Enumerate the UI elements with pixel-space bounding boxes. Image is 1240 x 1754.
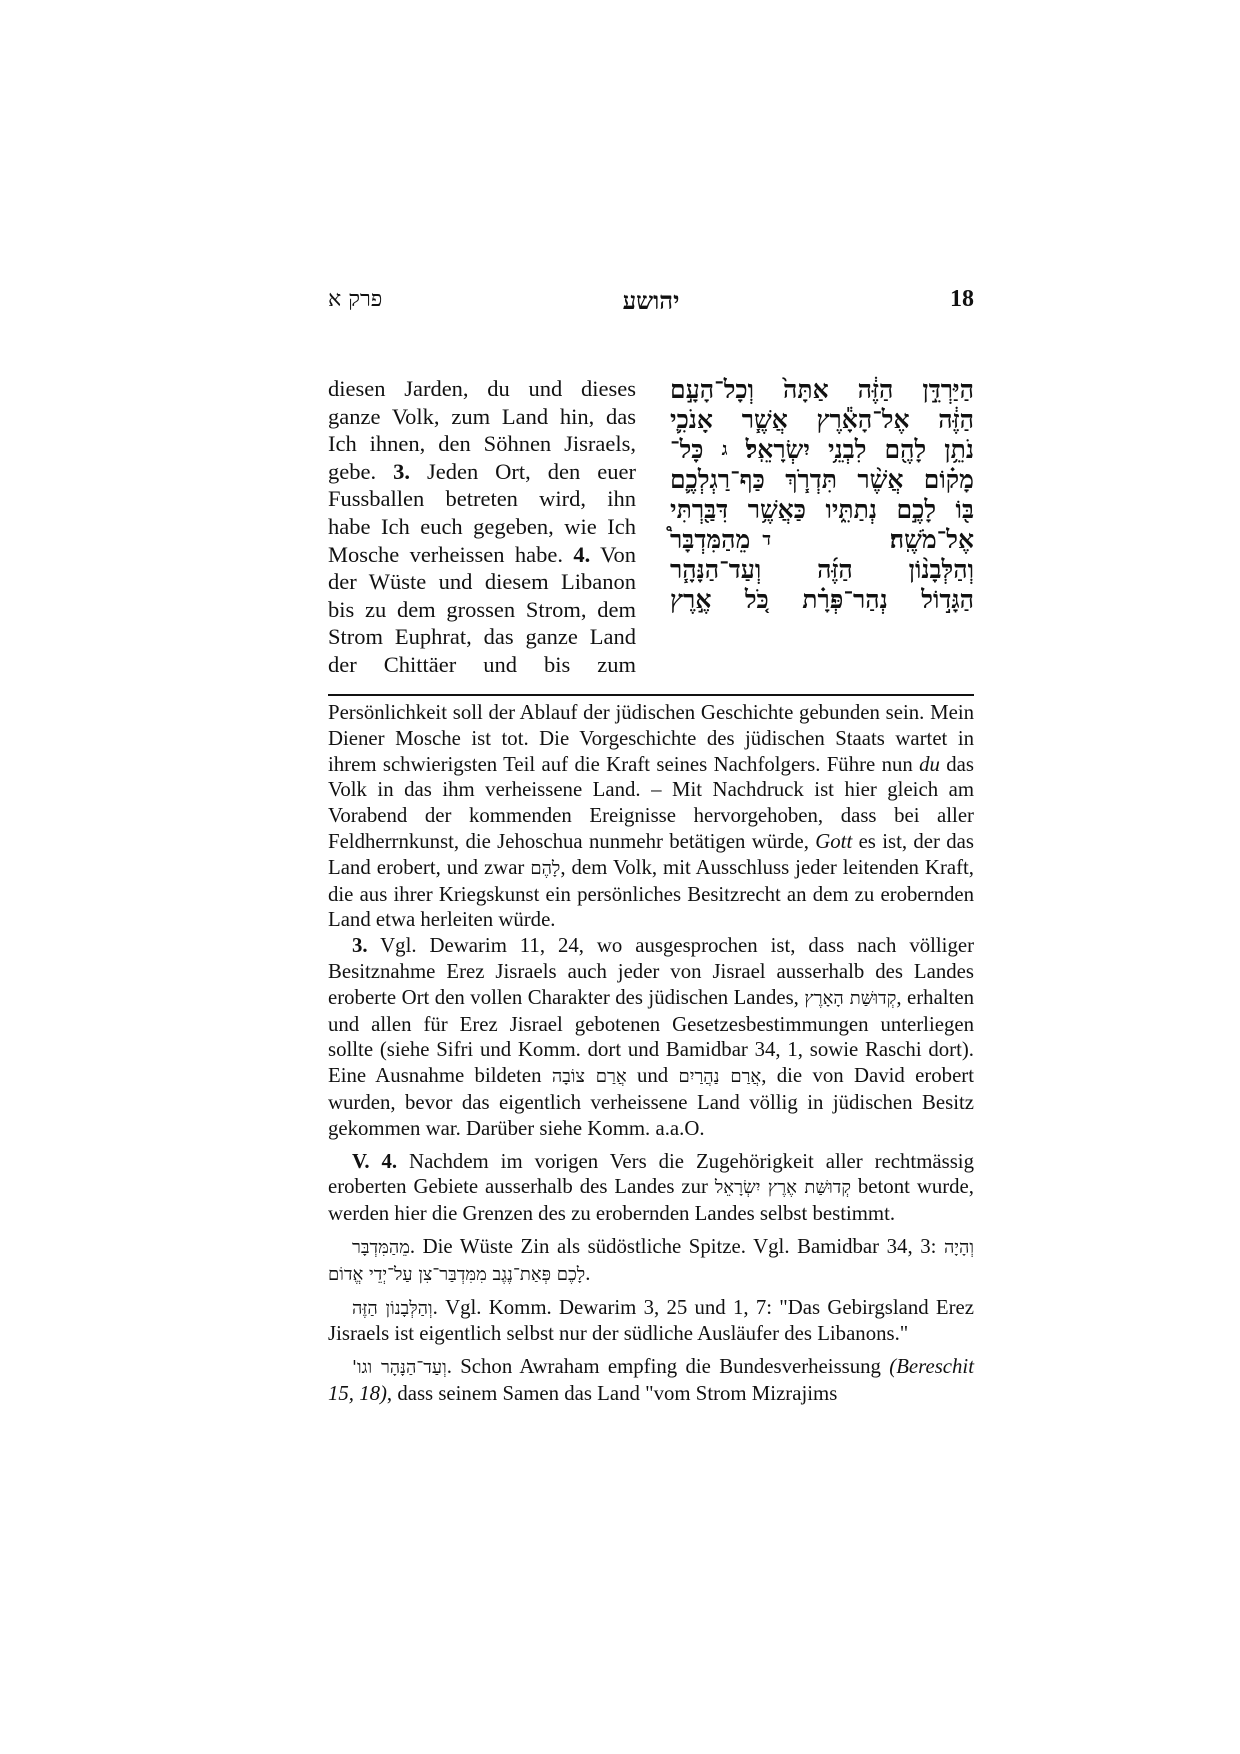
commentary-paragraph: 3. Vgl. Dewarim 11, 24, wo ausgesprochen ist, dass nach völliger Besitznahme Erez Jisraels auch jeder von Jisrael ausserhalb des Landes eroberte Ort den vollen Charakter des jüdischen Landes, קְדוּשַּׁת הָאָרֶץ, erhalten und allen für Erez Jisrael gebotenen Gesetzesbestimmungen unterliegen sollte (siehe Sifri und Komm. dort und Bamidbar 34, 1, sowie Raschi dort). Eine Ausnahme bildeten אֲרַם צוֹבָה und אֲרַם נַהֲרַיִם, die von David erobert wurden, bevor das eigentlich verheissene Land völlig in jüdischen Besitz gekommen war. Darüber siehe Komm. a.a.O. xyxy=(328,934,975,1140)
page-number: 18 xyxy=(950,286,974,312)
commentary-paragraph: V. 4. Nachdem im vorigen Vers die Zugehörigkeit aller rechtmässig eroberten Gebiete ausserhalb des Landes zur קְדוּשַּׁת אֶרֶץ יִשְׂרָאֵל betont wurde, werden hier die Grenzen des zu erobernden Landes selbst bestimmt. xyxy=(328,1149,974,1226)
hebrew-text xyxy=(670,375,974,615)
verse-number-3: 3. xyxy=(393,458,410,484)
commentary-paragraph: מֵהַמִּדְבָּר. Die Wüste Zin als südöstliche Spitze. Vgl. Bamidbar 34, 3: וְהָיָה לָכֶם פְּאַת־נֶגֶב מִמִּדְבַּר־צִן עַל־יְדֵי אֱדוֹם. xyxy=(328,1234,974,1285)
hebrew-line: נֹתֵ֥ן לָהֶ֖ם לִבְנֵ֥י יִשְׂרָאֵֽל׃ ג כָּל־ xyxy=(670,435,974,464)
hebrew-line: הַיַּרְדֵּ֣ן הַזֶּ֔ה אַתָּה֙ וְכָל־הָעָ֣ם xyxy=(670,375,974,404)
verse-block xyxy=(328,375,974,677)
hebrew-line: בּ֖וֹ לָכֶ֣ם נְתַתִּ֑יו כַּאֲשֶׁ֥ר דִּבַּ֖רְתִּי xyxy=(670,495,974,524)
commentary-paragraph: וְעַד־הַנָּהָר וגו'. Schon Awraham empfing die Bundesverheissung (Bereschit 15, 18), dass seinem Samen das Land "vom Strom Mizrajims xyxy=(328,1355,974,1405)
hebrew-line: אֶל־מֹשֶֽׁה׃ ד מֵהַמִּדְבָּר֩ xyxy=(670,525,974,554)
commentary-paragraph: וְהַלְּבָנוֹן הַזֶּה. Vgl. Komm. Dewarim 3, 25 und 1, 7: "Das Gebirgsland Erez Jisraels ist eigentlich selbst nur der südliche Ausläufer des Libanons." xyxy=(328,1295,974,1346)
hebrew-line: וְהַלְּבָנ֨וֹן הַזֶּ֜ה וְעַד־הַנָּהָ֧ר xyxy=(670,555,974,584)
commentary-paragraph: Persönlichkeit soll der Ablauf der jüdischen Geschichte gebunden sein. Mein Diener Mosche ist tot. Die Vorgeschichte des jüdischen Staats wartet in ihrem schwierigsten Teil auf die Kraft seines Nachfolgers. Führe nun du das Volk in das ihm verheissene Land. – Mit Nachdruck ist hier gleich am Vorabend der kommenden Ereignisse hervorgehoben, dass bei aller Feldherrnkunst, die Jehoschua nunmehr betätigen würde, Gott es ist, der das Land erobert, und zwar לָהֶם, dem Volk, mit Ausschluss jeder leitenden Kraft, die aus ihrer Kriegskunst ein persönliches Besitzrecht an dem zu erobernden Land etwa herleiten würde. xyxy=(328,701,974,932)
section-divider xyxy=(328,694,974,696)
chapter-label: פרק א xyxy=(328,287,383,312)
hebrew-line: הַזֶּ֔ה אֶל־הָאָ֕רֶץ אֲשֶׁ֧ר אָנֹכִ֛י xyxy=(670,405,974,434)
verse-number-4: 4. xyxy=(573,541,591,567)
commentary xyxy=(328,700,974,1407)
hebrew-line: הַגָּד֣וֹל נְהַר־פְּרָ֗ת כֹּ֚ל אֶ֣רֶץ xyxy=(670,585,974,614)
page-header xyxy=(328,286,974,326)
hebrew-line: מָק֗וֹם אֲשֶׁ֨ר תִּדְרֹ֧ךְ כַּף־רַגְלְכֶ֛ם xyxy=(670,465,974,494)
book-title: יהושע xyxy=(622,286,680,315)
german-translation: diesen Jarden, du und dieses ganze Volk, zum Land hin, das Ich ihnen, den Söhnen Jisraels, gebe. 3. Jeden Ort, den euer Fussballen betreten wird, ihn habe Ich euch gegeben, wie Ich Mosche verheissen habe. 4. Von der Wüste und diesem Libanon bis zu dem grossen Strom, dem Strom Euphrat, das ganze Land der Chittäer und bis zum xyxy=(328,376,636,677)
